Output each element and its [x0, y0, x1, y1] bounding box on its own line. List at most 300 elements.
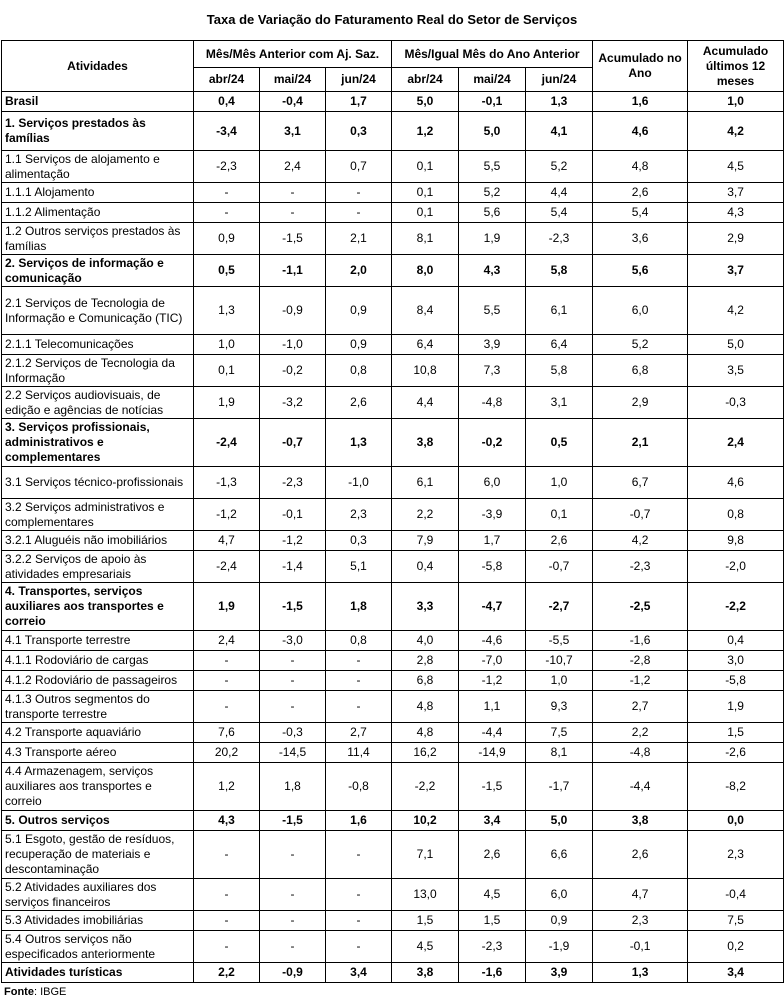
value-cell: 8,1 [392, 223, 459, 255]
value-cell: 3,7 [688, 255, 784, 287]
value-cell: 2,6 [326, 387, 392, 419]
value-cell: 4,8 [392, 691, 459, 723]
source-label: Fonte [4, 986, 34, 998]
value-cell: -1,6 [459, 963, 526, 983]
value-cell: 0,1 [392, 151, 459, 183]
value-cell: -1,1 [260, 255, 326, 287]
activity-label: 3.2.2 Serviços de apoio às atividades empresariais [2, 551, 194, 583]
value-cell: -3,4 [194, 112, 260, 151]
value-cell: 1,3 [526, 92, 593, 112]
table-row [2, 112, 784, 151]
value-cell: 9,3 [526, 691, 593, 723]
value-cell: 5,0 [459, 112, 526, 151]
value-cell: 0,1 [392, 183, 459, 203]
value-cell: 8,4 [392, 287, 459, 335]
value-cell: 6,6 [526, 831, 593, 879]
value-cell: 1,3 [593, 963, 688, 983]
table-row [2, 287, 784, 335]
value-cell: 2,3 [326, 499, 392, 531]
value-cell: 1,7 [326, 92, 392, 112]
table-row [2, 671, 784, 691]
value-cell: - [326, 651, 392, 671]
value-cell: -1,5 [260, 223, 326, 255]
value-cell: 2,9 [688, 223, 784, 255]
value-cell: 0,2 [688, 931, 784, 963]
table-row [2, 651, 784, 671]
value-cell: -2,8 [593, 651, 688, 671]
table-row [2, 723, 784, 743]
value-cell: 3,7 [688, 183, 784, 203]
value-cell: 0,4 [194, 92, 260, 112]
value-cell: -4,6 [459, 631, 526, 651]
value-cell: 2,2 [593, 723, 688, 743]
table-row [2, 631, 784, 651]
table-row [2, 151, 784, 183]
value-cell: 1,2 [194, 763, 260, 811]
activity-label: 2. Serviços de informação e comunicação [2, 255, 194, 287]
value-cell: 4,7 [593, 879, 688, 911]
table-row [2, 419, 784, 467]
value-cell: 3,0 [688, 651, 784, 671]
value-cell: - [260, 651, 326, 671]
activity-label: 2.2 Serviços audiovisuais, de edição e agências de notícias [2, 387, 194, 419]
activity-label: 1.1.1 Alojamento [2, 183, 194, 203]
value-cell: -0,8 [326, 763, 392, 811]
value-cell: 4,2 [593, 531, 688, 551]
value-cell: 3,5 [688, 355, 784, 387]
activity-label: 4.1 Transporte terrestre [2, 631, 194, 651]
value-cell: -3,9 [459, 499, 526, 531]
value-cell: 9,8 [688, 531, 784, 551]
table-row [2, 931, 784, 963]
value-cell: - [326, 203, 392, 223]
table-row [2, 831, 784, 879]
value-cell: 4,3 [688, 203, 784, 223]
value-cell: 7,5 [526, 723, 593, 743]
value-cell: 1,1 [459, 691, 526, 723]
value-cell: 2,4 [260, 151, 326, 183]
value-cell: -2,3 [260, 467, 326, 499]
table-row [2, 691, 784, 723]
value-cell: 0,9 [326, 287, 392, 335]
activity-label: 3.2.1 Aluguéis não imobiliários [2, 531, 194, 551]
value-cell: - [194, 879, 260, 911]
value-cell: -2,2 [688, 583, 784, 631]
value-cell: 4,5 [392, 931, 459, 963]
value-cell: -4,4 [593, 763, 688, 811]
activity-label: 1.1.2 Alimentação [2, 203, 194, 223]
table-row [2, 255, 784, 287]
value-cell: -0,2 [459, 419, 526, 467]
value-cell: 6,0 [593, 287, 688, 335]
value-cell: -0,4 [688, 879, 784, 911]
value-cell: - [326, 183, 392, 203]
value-cell: 2,7 [326, 723, 392, 743]
value-cell: 7,1 [392, 831, 459, 879]
value-cell: -1,7 [526, 763, 593, 811]
value-cell: 2,4 [688, 419, 784, 467]
value-cell: 4,4 [526, 183, 593, 203]
activity-label: 5.1 Esgoto, gestão de resíduos, recuperação de materiais e descontaminação [2, 831, 194, 879]
value-cell: 4,3 [459, 255, 526, 287]
value-cell: 1,8 [260, 763, 326, 811]
source-note [4, 986, 66, 998]
value-cell: 7,6 [194, 723, 260, 743]
value-cell: 1,9 [194, 583, 260, 631]
header-accumulated-12-months: Acumulado últimos 12 meses [688, 41, 784, 92]
value-cell: 1,2 [392, 112, 459, 151]
value-cell: -0,1 [593, 931, 688, 963]
value-cell: -1,2 [593, 671, 688, 691]
value-cell: - [260, 911, 326, 931]
value-cell: -5,5 [526, 631, 593, 651]
value-cell: - [194, 671, 260, 691]
value-cell: 3,1 [526, 387, 593, 419]
activity-label: 4.1.3 Outros segmentos do transporte terrestre [2, 691, 194, 723]
value-cell: 0,9 [194, 223, 260, 255]
value-cell: -4,8 [459, 387, 526, 419]
table-row [2, 879, 784, 911]
value-cell: 3,1 [260, 112, 326, 151]
value-cell: 5,0 [392, 92, 459, 112]
table-title: Taxa de Variação do Faturamento Real do Setor de Serviços [206, 12, 578, 27]
value-cell: - [326, 911, 392, 931]
header-month: mai/24 [459, 68, 526, 92]
value-cell: 2,9 [593, 387, 688, 419]
value-cell: 3,3 [392, 583, 459, 631]
value-cell: -4,8 [593, 743, 688, 763]
value-cell: 3,8 [593, 811, 688, 831]
activity-label: 3.2 Serviços administrativos e complementares [2, 499, 194, 531]
value-cell: -2,6 [688, 743, 784, 763]
value-cell: 0,9 [526, 911, 593, 931]
value-cell: -1,2 [260, 531, 326, 551]
activity-label: 4.2 Transporte aquaviário [2, 723, 194, 743]
value-cell: 3,4 [326, 963, 392, 983]
table-row [2, 92, 784, 112]
value-cell: -0,7 [260, 419, 326, 467]
value-cell: 3,4 [459, 811, 526, 831]
value-cell: 1,9 [194, 387, 260, 419]
value-cell: -0,3 [688, 387, 784, 419]
value-cell: 4,2 [688, 287, 784, 335]
value-cell: 4,0 [392, 631, 459, 651]
value-cell: 2,6 [593, 831, 688, 879]
value-cell: 2,8 [392, 651, 459, 671]
value-cell: - [260, 831, 326, 879]
activity-label: 4.4 Armazenagem, serviços auxiliares aos transportes e correio [2, 763, 194, 811]
header-month: abr/24 [194, 68, 260, 92]
value-cell: 5,8 [526, 355, 593, 387]
value-cell: -0,7 [593, 499, 688, 531]
value-cell: -0,4 [260, 92, 326, 112]
value-cell: 5,0 [688, 335, 784, 355]
value-cell: - [194, 831, 260, 879]
value-cell: 8,0 [392, 255, 459, 287]
table-body [2, 92, 784, 983]
value-cell: 5,0 [526, 811, 593, 831]
value-cell: 2,1 [593, 419, 688, 467]
value-cell: 1,3 [326, 419, 392, 467]
table-row [2, 467, 784, 499]
value-cell: -0,1 [260, 499, 326, 531]
value-cell: 6,4 [392, 335, 459, 355]
table-row [2, 499, 784, 531]
value-cell: 3,8 [392, 419, 459, 467]
value-cell: -3,2 [260, 387, 326, 419]
value-cell: 1,6 [593, 92, 688, 112]
activity-label: 4.1.1 Rodoviário de cargas [2, 651, 194, 671]
table-row [2, 203, 784, 223]
value-cell: - [194, 651, 260, 671]
header-accumulated-year: Acumulado no Ano [593, 41, 688, 92]
value-cell: 3,6 [593, 223, 688, 255]
value-cell: - [194, 183, 260, 203]
value-cell: 6,8 [392, 671, 459, 691]
table-row [2, 387, 784, 419]
value-cell: 20,2 [194, 743, 260, 763]
value-cell: 5,6 [593, 255, 688, 287]
value-cell: 5,6 [459, 203, 526, 223]
table-row [2, 551, 784, 583]
value-cell: 4,1 [526, 112, 593, 151]
value-cell: 2,0 [326, 255, 392, 287]
value-cell: -1,3 [194, 467, 260, 499]
table-row [2, 963, 784, 983]
value-cell: -1,5 [260, 811, 326, 831]
value-cell: - [260, 203, 326, 223]
value-cell: -4,4 [459, 723, 526, 743]
value-cell: 0,1 [526, 499, 593, 531]
value-cell: 4,8 [392, 723, 459, 743]
table-row [2, 335, 784, 355]
table-row [2, 355, 784, 387]
value-cell: -0,1 [459, 92, 526, 112]
value-cell: 2,2 [194, 963, 260, 983]
table-row [2, 763, 784, 811]
value-cell: 1,0 [526, 467, 593, 499]
activity-label: 5.2 Atividades auxiliares dos serviços financeiros [2, 879, 194, 911]
value-cell: -7,0 [459, 651, 526, 671]
value-cell: 1,0 [688, 92, 784, 112]
value-cell: -3,0 [260, 631, 326, 651]
activity-label: 2.1.1 Telecomunicações [2, 335, 194, 355]
value-cell: 5,2 [526, 151, 593, 183]
value-cell: -1,5 [459, 763, 526, 811]
value-cell: 0,3 [326, 531, 392, 551]
value-cell: 3,9 [526, 963, 593, 983]
value-cell: -1,5 [260, 583, 326, 631]
table-row [2, 531, 784, 551]
value-cell: -0,2 [260, 355, 326, 387]
value-cell: 4,6 [688, 467, 784, 499]
value-cell: 5,5 [459, 287, 526, 335]
value-cell: - [326, 931, 392, 963]
value-cell: 0,7 [326, 151, 392, 183]
activity-label: 1.1 Serviços de alojamento e alimentação [2, 151, 194, 183]
value-cell: 8,1 [526, 743, 593, 763]
value-cell: 5,2 [593, 335, 688, 355]
value-cell: 1,5 [459, 911, 526, 931]
activity-label: 3.1 Serviços técnico-profissionais [2, 467, 194, 499]
header-month: jun/24 [326, 68, 392, 92]
value-cell: 3,4 [688, 963, 784, 983]
value-cell: - [194, 931, 260, 963]
value-cell: 1,7 [459, 531, 526, 551]
activity-label: 5. Outros serviços [2, 811, 194, 831]
value-cell: 2,2 [392, 499, 459, 531]
value-cell: - [326, 879, 392, 911]
value-cell: 10,8 [392, 355, 459, 387]
activity-label: 2.1.2 Serviços de Tecnologia da Informação [2, 355, 194, 387]
header-year-over-year: Mês/Igual Mês do Ano Anterior [392, 41, 593, 68]
value-cell: 1,0 [526, 671, 593, 691]
services-revenue-table [1, 40, 784, 983]
value-cell: 6,1 [526, 287, 593, 335]
value-cell: 2,3 [688, 831, 784, 879]
activity-label: 1.2 Outros serviços prestados às famílias [2, 223, 194, 255]
value-cell: -14,9 [459, 743, 526, 763]
activity-label: 5.4 Outros serviços não especificados anteriormente [2, 931, 194, 963]
table-row [2, 183, 784, 203]
value-cell: 5,4 [526, 203, 593, 223]
activity-label: 2.1 Serviços de Tecnologia de Informação e Comunicação (TIC) [2, 287, 194, 335]
table-header [2, 41, 784, 92]
value-cell: 0,1 [194, 355, 260, 387]
value-cell: - [260, 879, 326, 911]
value-cell: - [194, 203, 260, 223]
value-cell: 5,5 [459, 151, 526, 183]
activity-label: 4. Transportes, serviços auxiliares aos transportes e correio [2, 583, 194, 631]
activity-label: 3. Serviços profissionais, administrativos e complementares [2, 419, 194, 467]
value-cell: -1,2 [194, 499, 260, 531]
value-cell: - [260, 671, 326, 691]
value-cell: - [326, 671, 392, 691]
value-cell: -0,3 [260, 723, 326, 743]
value-cell: -14,5 [260, 743, 326, 763]
table-row [2, 743, 784, 763]
header-month: mai/24 [260, 68, 326, 92]
value-cell: 6,8 [593, 355, 688, 387]
table-row [2, 223, 784, 255]
activity-label: 1. Serviços prestados às famílias [2, 112, 194, 151]
value-cell: 1,8 [326, 583, 392, 631]
value-cell: 4,6 [593, 112, 688, 151]
value-cell: 16,2 [392, 743, 459, 763]
value-cell: 10,2 [392, 811, 459, 831]
header-activities: Atividades [2, 41, 194, 92]
value-cell: -5,8 [459, 551, 526, 583]
value-cell: -10,7 [526, 651, 593, 671]
value-cell: - [326, 831, 392, 879]
value-cell: 2,6 [593, 183, 688, 203]
activity-label: Atividades turísticas [2, 963, 194, 983]
value-cell: 3,8 [392, 963, 459, 983]
value-cell: -0,7 [526, 551, 593, 583]
value-cell: -1,0 [260, 335, 326, 355]
value-cell: 4,3 [194, 811, 260, 831]
activity-label: 4.1.2 Rodoviário de passageiros [2, 671, 194, 691]
value-cell: -2,5 [593, 583, 688, 631]
value-cell: -2,3 [194, 151, 260, 183]
value-cell: 0,4 [688, 631, 784, 651]
value-cell: 3,9 [459, 335, 526, 355]
value-cell: -2,2 [392, 763, 459, 811]
source-value: : IBGE [33, 986, 67, 998]
value-cell: - [194, 691, 260, 723]
value-cell: 6,0 [459, 467, 526, 499]
value-cell: 5,2 [459, 183, 526, 203]
value-cell: - [260, 931, 326, 963]
value-cell: 4,5 [688, 151, 784, 183]
value-cell: -2,3 [459, 931, 526, 963]
value-cell: 4,4 [392, 387, 459, 419]
value-cell: 7,9 [392, 531, 459, 551]
value-cell: 2,4 [194, 631, 260, 651]
table-row [2, 583, 784, 631]
value-cell: -0,9 [260, 287, 326, 335]
value-cell: 2,3 [593, 911, 688, 931]
value-cell: 1,9 [459, 223, 526, 255]
value-cell: 0,8 [326, 631, 392, 651]
value-cell: 5,4 [593, 203, 688, 223]
value-cell: 5,8 [526, 255, 593, 287]
value-cell: 2,7 [593, 691, 688, 723]
value-cell: 2,6 [526, 531, 593, 551]
value-cell: 0,9 [326, 335, 392, 355]
value-cell: 2,1 [326, 223, 392, 255]
value-cell: 0,0 [688, 811, 784, 831]
value-cell: 0,5 [194, 255, 260, 287]
value-cell: - [260, 691, 326, 723]
value-cell: 1,3 [194, 287, 260, 335]
value-cell: 1,5 [688, 723, 784, 743]
value-cell: -1,9 [526, 931, 593, 963]
value-cell: 1,9 [688, 691, 784, 723]
value-cell: - [194, 911, 260, 931]
value-cell: -1,0 [326, 467, 392, 499]
value-cell: 0,4 [392, 551, 459, 583]
value-cell: 4,8 [593, 151, 688, 183]
value-cell: 0,8 [688, 499, 784, 531]
header-month-over-month: Mês/Mês Anterior com Aj. Saz. [194, 41, 392, 68]
value-cell: -2,4 [194, 419, 260, 467]
header-month: abr/24 [392, 68, 459, 92]
header-month: jun/24 [526, 68, 593, 92]
value-cell: 4,2 [688, 112, 784, 151]
value-cell: -0,9 [260, 963, 326, 983]
table-row [2, 911, 784, 931]
value-cell: 7,3 [459, 355, 526, 387]
table-row [2, 811, 784, 831]
value-cell: - [326, 691, 392, 723]
value-cell: -4,7 [459, 583, 526, 631]
value-cell: 2,6 [459, 831, 526, 879]
value-cell: -1,4 [260, 551, 326, 583]
value-cell: -2,3 [593, 551, 688, 583]
value-cell: 6,4 [526, 335, 593, 355]
activity-label: 5.3 Atividades imobiliárias [2, 911, 194, 931]
activity-label: Brasil [2, 92, 194, 112]
activity-label: 4.3 Transporte aéreo [2, 743, 194, 763]
value-cell: - [260, 183, 326, 203]
value-cell: -2,4 [194, 551, 260, 583]
value-cell: 11,4 [326, 743, 392, 763]
value-cell: 6,7 [593, 467, 688, 499]
value-cell: 1,5 [392, 911, 459, 931]
value-cell: 13,0 [392, 879, 459, 911]
value-cell: 5,1 [326, 551, 392, 583]
